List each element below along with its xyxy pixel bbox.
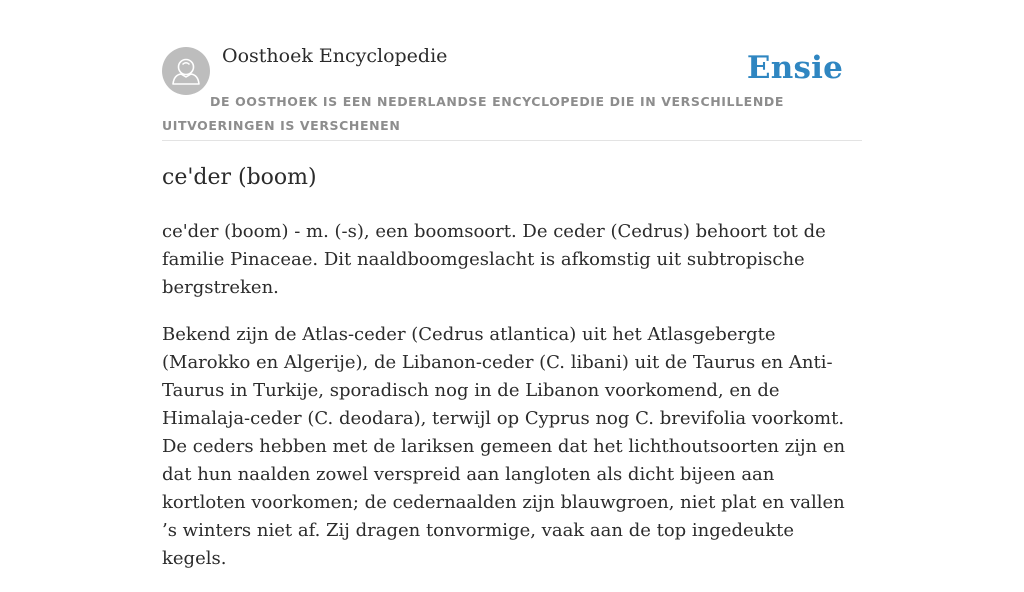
page-title: ce'der (boom): [162, 165, 317, 190]
article: [162, 160, 862, 592]
author-avatar[interactable]: [162, 47, 210, 95]
brand-logo[interactable]: Ensie: [746, 50, 843, 86]
site-header: [162, 40, 862, 141]
site-name-link[interactable]: Oosthoek Encyclopedie: [222, 45, 448, 67]
article-paragraph: Bekend zijn de Atlas-ceder (Cedrus atlantica) uit het Atlasgebergte (Marokko en Algerije), de Libanon-ceder (C. libani) uit de Taurus en Anti-Taurus in Turkije, sporadisch nog in de Libanon voorkomend, en de Himalaja-ceder (C. deodara), terwijl op Cyprus nog C. brevifolia voorkomt. De ceders hebben met de lariksen gemeen dat het lichthoutsoorten zijn en dat hun naalden zowel verspreid aan langloten als dicht bijeen aan kortloten voorkomen; de cedernaalden zijn blauwgroen, niet plat en vallen ’s winters niet af. Zij dragen tonvormige, vaak aan de top ingedeukte kegels.: [162, 324, 846, 569]
article-paragraph: ce'der (boom) - m. (-s), een boomsoort. De ceder (Cedrus) behoort tot de familie Pinaceae. Dit naaldboomgeslacht is afkomstig uit subtropische bergstreken.: [162, 221, 826, 298]
user-silhouette-icon: [162, 47, 210, 95]
site-tagline: DE OOSTHOEK IS EEN NEDERLANDSE ENCYCLOPEDIE DIE IN VERSCHILLENDE UITVOERINGEN IS VERSCHENEN: [162, 94, 784, 133]
